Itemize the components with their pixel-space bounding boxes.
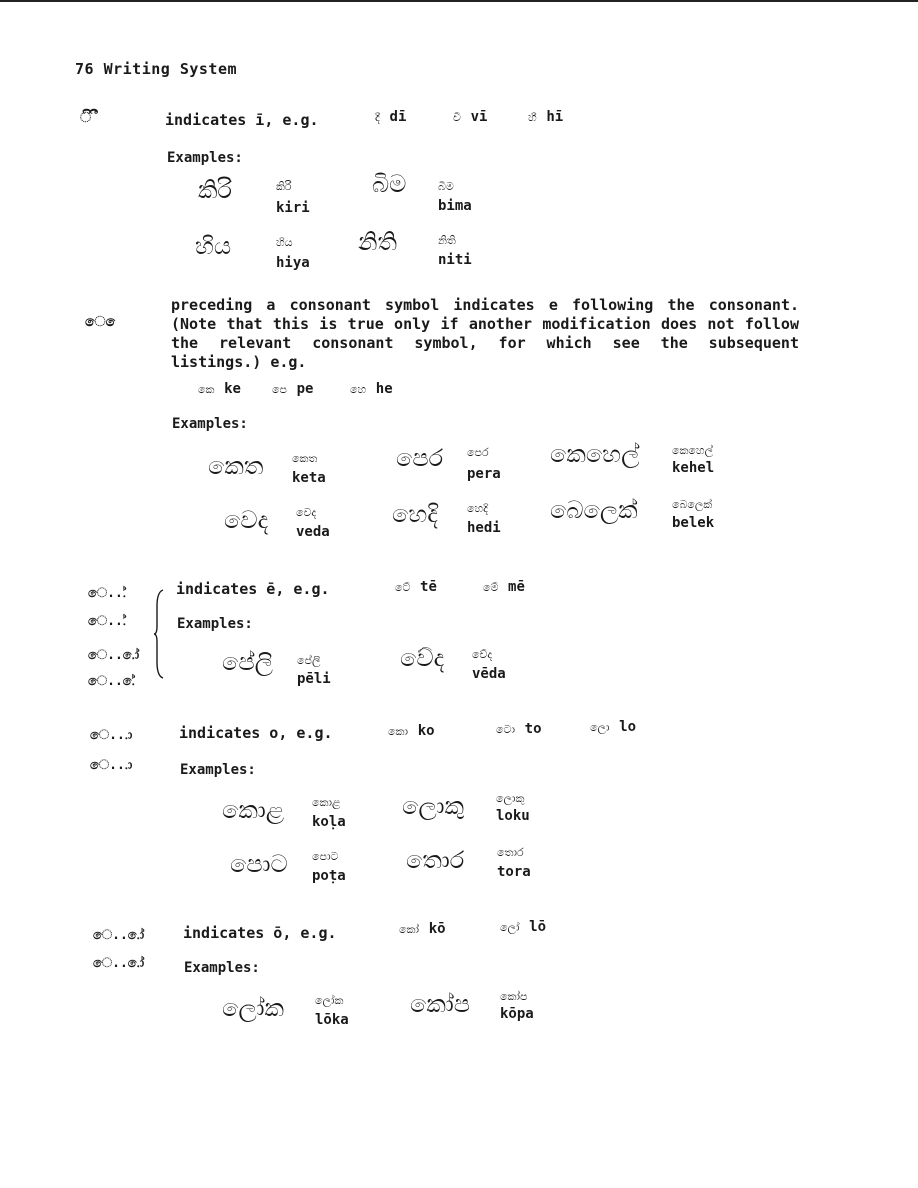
s5-ex1-roman: lōka — [315, 1012, 349, 1028]
page-number: 76 — [75, 60, 95, 78]
page-title: Writing System — [103, 60, 238, 78]
s3-form-1: ටේ tē — [395, 579, 437, 595]
s2-ex4-sinhala: වෙද — [296, 506, 317, 519]
s5-text: indicates ō, e.g. — [183, 924, 337, 942]
s5-ex1-handwritten: ලෝක — [222, 994, 285, 1022]
s5-ex2-roman: kōpa — [500, 1006, 534, 1022]
s3-ex1-roman: pēli — [297, 671, 331, 687]
s4-ex2-handwritten: ලොකු — [402, 792, 465, 820]
s1-text: indicates ī, e.g. — [165, 111, 319, 129]
s1-examples-label: Examples: — [167, 150, 243, 166]
s2-paragraph: preceding a consonant symbol indicates e following the consonant. (Note that this is true only if another modification does not follow the relevant consonant symbol, for which see the subsequent listings.) e.g. — [171, 296, 799, 371]
s3-symbol-1: ෙ...් — [88, 586, 127, 601]
s1-ex3-sinhala: හිය — [276, 236, 293, 249]
s2-ex5-roman: hedi — [467, 520, 501, 536]
s1-ex1-roman: kiri — [276, 200, 310, 216]
page-header — [75, 60, 237, 78]
s1-form-2: වී vī — [453, 109, 488, 125]
s1-ex2-sinhala: බිම — [438, 180, 454, 193]
brace-icon — [153, 588, 165, 680]
s3-symbol-4: ෙ...ේ — [88, 674, 135, 689]
s2-form-3: හෙ he — [350, 381, 393, 397]
s1-ex4-sinhala: නිති — [438, 234, 456, 247]
s2-ex3-handwritten: කෙහෙල් — [550, 440, 640, 468]
s5-symbol-2: ෙ...ෝ — [93, 956, 145, 971]
s4-symbol-2: ෙ...ා — [90, 758, 133, 773]
s2-ex4-roman: veda — [296, 524, 330, 540]
s2-ex2-handwritten: පෙර — [396, 444, 444, 472]
s1-ex1-sinhala: කිරි — [276, 180, 292, 193]
s3-examples-label: Examples: — [177, 616, 253, 632]
s2-ex5-sinhala: හෙදි — [467, 502, 489, 515]
s4-symbol-1: ෙ...ා — [90, 728, 133, 743]
s3-ex2-sinhala: වේද — [472, 648, 493, 661]
s4-ex1-roman: koḷa — [312, 814, 346, 830]
s1-form-1: දී dī — [375, 109, 407, 125]
s1-ex4-handwritten: නිති — [358, 228, 397, 256]
s4-ex3-sinhala: පොට — [312, 850, 339, 863]
s2-ex2-sinhala: පෙර — [467, 446, 489, 459]
s2-ex6-handwritten: බෙලෙක් — [550, 496, 638, 524]
s2-ex3-roman: kehel — [672, 460, 715, 476]
s4-text: indicates o, e.g. — [179, 724, 333, 742]
s4-form-3: ලො lo — [590, 719, 637, 735]
s4-ex2-roman: loku — [496, 808, 530, 824]
s3-symbol-3: ෙ...ෝ — [88, 648, 140, 663]
s5-symbol-1: ෙ...ෝ — [93, 928, 145, 943]
s4-form-2: ටො to — [496, 721, 542, 737]
s2-form-2: පෙ pe — [272, 381, 314, 397]
s3-ex2-handwritten: වේද — [400, 644, 445, 672]
s5-ex2-handwritten: කෝප — [410, 990, 470, 1018]
s4-ex1-sinhala: කොළ — [312, 796, 341, 809]
s4-ex3-handwritten: පොට — [230, 850, 288, 878]
s5-ex2-sinhala: කෝප — [500, 990, 528, 1003]
s5-ex1-sinhala: ලෝක — [315, 994, 344, 1007]
s4-examples-label: Examples: — [180, 762, 256, 778]
s3-ex2-roman: vēda — [472, 666, 506, 682]
s2-ex6-sinhala: බෙලෙක් — [672, 498, 713, 511]
s2-ex6-roman: belek — [672, 515, 715, 531]
s2-ex4-handwritten: වෙද — [224, 506, 269, 534]
s4-ex4-sinhala: තොර — [497, 846, 524, 859]
s2-ex1-sinhala: කෙත — [292, 452, 318, 465]
s4-ex2-sinhala: ලොකු — [496, 792, 525, 805]
s2-ex3-sinhala: කෙහෙල් — [672, 444, 713, 457]
s2-ex5-handwritten: හෙදි — [392, 500, 438, 528]
s1-form-3: හී hī — [528, 109, 564, 125]
s2-symbol: ෙ ෙ — [85, 314, 123, 330]
s1-ex4-roman: niti — [438, 252, 472, 268]
s4-ex4-roman: tora — [497, 864, 531, 880]
s5-form-1: කෝ kō — [399, 921, 446, 937]
s3-symbol-2: ෙ...් — [88, 614, 127, 629]
s2-ex1-roman: keta — [292, 470, 326, 486]
s1-symbol: ි ී — [80, 110, 99, 126]
s4-ex4-handwritten: තොර — [406, 846, 465, 874]
s2-examples-label: Examples: — [172, 416, 248, 432]
s5-form-2: ලෝ lō — [500, 919, 547, 935]
s3-form-2: මේ mē — [483, 579, 525, 595]
s3-ex1-handwritten: පේලි — [222, 648, 273, 676]
s1-ex3-handwritten: හිය — [195, 232, 232, 260]
s3-text: indicates ē, e.g. — [176, 580, 330, 598]
s4-ex1-handwritten: කොළ — [222, 796, 285, 824]
s5-examples-label: Examples: — [184, 960, 260, 976]
s4-form-1: කො ko — [388, 723, 435, 739]
s1-ex3-roman: hiya — [276, 255, 310, 271]
s2-ex2-roman: pera — [467, 466, 501, 482]
s1-ex2-handwritten: බිම — [372, 170, 407, 198]
s2-form-1: කෙ ke — [198, 381, 241, 397]
s4-ex3-roman: poṭa — [312, 868, 346, 884]
s1-ex2-roman: bima — [438, 198, 472, 214]
s2-ex1-handwritten: කෙත — [208, 452, 264, 480]
s1-ex1-handwritten: කිරි — [198, 176, 232, 204]
s3-ex1-sinhala: පේලි — [297, 654, 321, 667]
top-rule — [0, 0, 918, 2]
